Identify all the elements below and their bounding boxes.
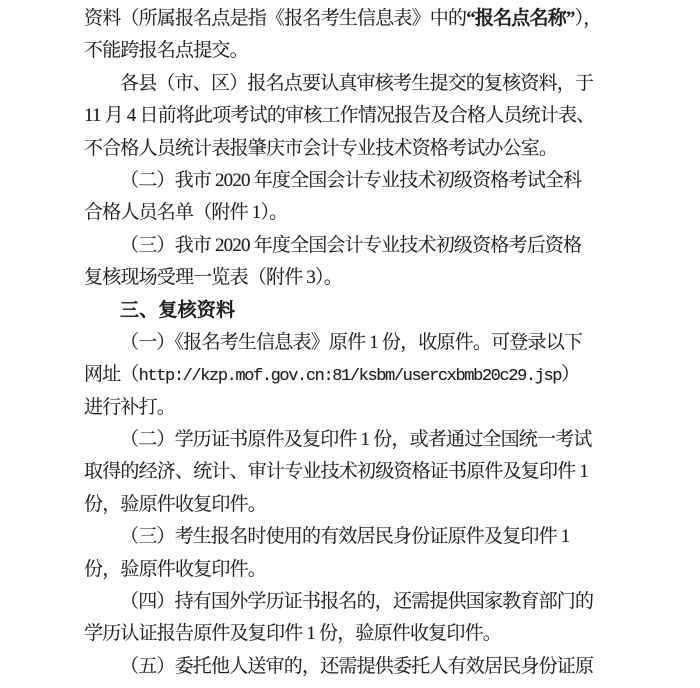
text-segment: （二）我市 2020 年度全国会计专业技术初级资格考试全科 (120, 169, 582, 191)
text-segment: 份，验原件收复印件。 (84, 558, 267, 580)
text-segment: 不能跨报名点提交。 (84, 40, 248, 62)
text-segment: 网址（ (84, 364, 139, 386)
document-line (84, 586, 636, 618)
text-segment: （五）委托他人送审的，还需提供委托人有效居民身份证原 (120, 655, 594, 677)
section-heading (84, 295, 636, 327)
document-line (84, 133, 636, 165)
document-line (84, 554, 636, 586)
document-line (84, 489, 636, 521)
text-segment: 份，验原件收复印件。 (84, 493, 267, 515)
document-line (84, 392, 636, 424)
text-segment: 11 月 4 日前将此项考试的审核工作情况报告及合格人员统计表、 (84, 105, 595, 127)
document-line (84, 327, 636, 359)
document-line (84, 651, 636, 683)
text-segment: ） (561, 364, 580, 386)
document-line (84, 262, 636, 294)
document-text-block (84, 3, 636, 683)
document-line (84, 68, 636, 100)
text-segment: 合格人员名单（附件 1）。 (84, 202, 288, 224)
document-line (84, 35, 636, 67)
text-segment: 资料（所属报名点是指《报名考生信息表》中的 (84, 8, 467, 29)
text-segment: （三）考生报名时使用的有效居民身份证原件及复印件 1 (120, 526, 570, 548)
text-segment: （四）持有国外学历证书报名的，还需提供国家教育部门的 (120, 591, 594, 613)
text-segment: 取得的经济、统计、审计专业技术初级资格证书原件及复印件 1 (84, 461, 589, 483)
document-line (84, 3, 636, 35)
document-line (84, 230, 636, 262)
text-segment: 复核现场受理一览表（附件 3）。 (84, 267, 342, 289)
bold-text-segment: “报名点名称” (466, 8, 575, 29)
text-segment: （二）学历证书原件及复印件 1 份，或者通过全国统一考试 (120, 429, 592, 451)
text-segment: 各县（市、区）报名点要认真审核考生提交的复核资料，于 (120, 72, 594, 94)
document-line (84, 618, 636, 650)
document-line (84, 521, 636, 553)
text-segment: （一）《报名考生信息表》原件 1 份，收原件。可登录以下 (120, 331, 583, 353)
document-line (84, 197, 636, 229)
document-line (84, 456, 636, 488)
url-text: http://kzp.mof.gov.cn:81/ksbm/usercxbmb20c29.jsp (138, 367, 562, 387)
document-line (84, 359, 636, 391)
text-segment: ）， (574, 8, 602, 29)
text-segment: 进行补打。 (84, 396, 176, 418)
document-line (84, 100, 636, 132)
text-segment: 学历认证报告原件及复印件 1 份，验原件收复印件。 (84, 623, 502, 645)
text-segment: （三）我市 2020 年度全国会计专业技术初级资格考后资格 (120, 234, 582, 256)
document-line (84, 165, 636, 197)
text-segment: 不合格人员统计表报肇庆市会计专业技术资格考试办公室。 (84, 137, 558, 159)
bold-text-segment: 三、复核资料 (120, 299, 236, 321)
document-line (84, 424, 636, 456)
